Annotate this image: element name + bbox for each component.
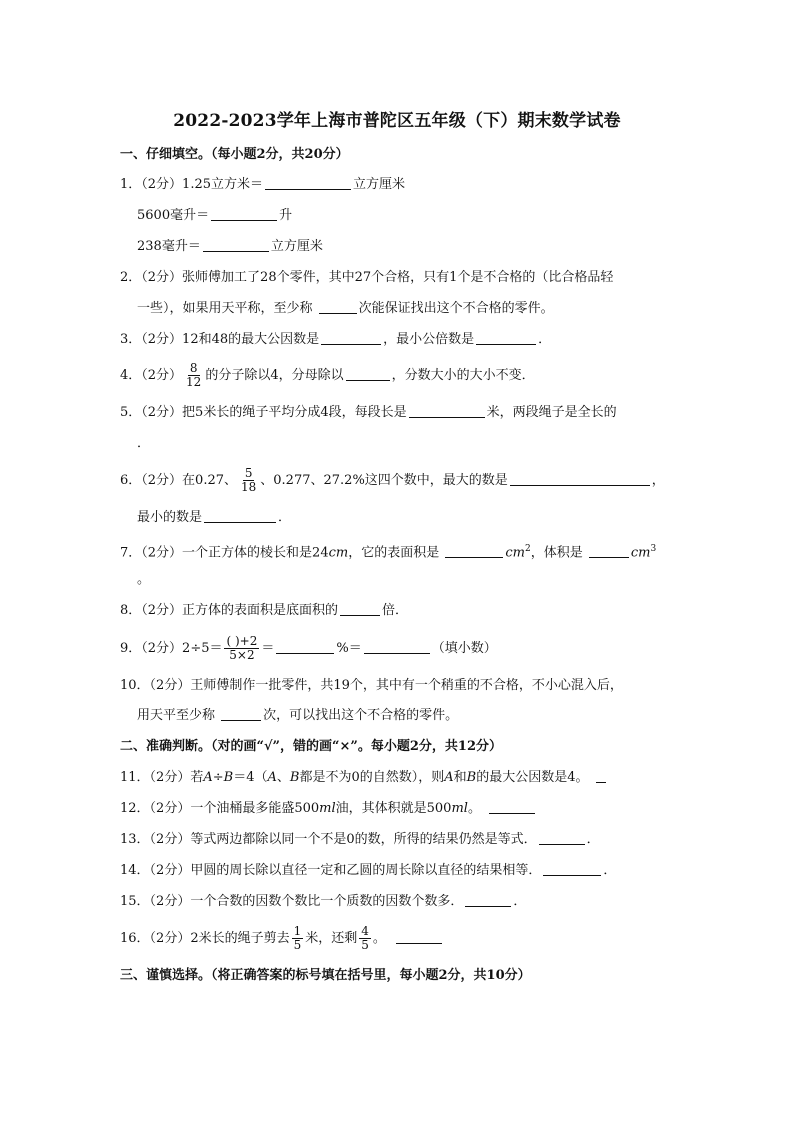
var-b: B [223, 770, 234, 785]
question-6-line2 [137, 508, 291, 528]
q7-text: 7．（2分）一个正方体的棱长和是24 [120, 545, 329, 561]
q15-after: ． [513, 894, 527, 909]
q2-text-after: 次能保证找出这个不合格的零件。 [358, 301, 554, 316]
q16-after: 。 [372, 931, 386, 946]
q5-after: 米，两段绳子是全长的 [486, 405, 617, 420]
q11-text2: ＝4（ [233, 770, 268, 785]
fraction-numerator: 1 [293, 924, 302, 938]
answer-blank [476, 331, 536, 345]
answer-blank [465, 893, 511, 907]
fraction [359, 925, 371, 952]
q9-eq: ＝ [261, 641, 275, 656]
answer-blank [539, 831, 585, 845]
answer-blank [204, 509, 276, 523]
answer-blank [396, 930, 442, 944]
q8-after: 倍． [382, 603, 409, 618]
answer-blank [203, 238, 269, 252]
question-1c [137, 237, 323, 257]
q9-after: （填小数） [431, 641, 497, 656]
question-7 [120, 539, 656, 563]
answer-blank [276, 640, 334, 654]
q11-text4: 都是不为0的自然数），则 [299, 770, 445, 785]
answer-blank [319, 300, 357, 314]
question-5-line2: ． [137, 436, 151, 451]
fraction-denominator: 5×2 [229, 648, 255, 662]
q1b-text: 5600毫升＝ [137, 208, 210, 223]
fraction-denominator: 5 [293, 938, 302, 952]
q4-middle: 的分子除以4，分母除以 [205, 368, 344, 383]
question-1a [120, 175, 405, 195]
q14-text: 14．（2分）甲圆的周长除以直径一定和乙圆的周长除以直径的结果相等． [120, 863, 542, 878]
q3-text: 3．（2分）12和48的最大公因数是 [120, 332, 320, 347]
answer-blank [543, 862, 601, 876]
var-b: B [289, 770, 300, 785]
var-a: A [444, 770, 454, 785]
unit-cm2: cm [505, 545, 525, 561]
q1c-text: 238毫升＝ [137, 239, 201, 254]
q1a-text: 1．（2分）1.25立方米＝ [120, 177, 263, 192]
unit-ml: ml [451, 801, 468, 816]
question-3 [120, 330, 551, 350]
answer-blank [364, 640, 430, 654]
fraction-numerator: ( )+2 [226, 634, 258, 648]
q1c-unit: 立方厘米 [270, 239, 323, 254]
divide-sign: ÷ [212, 770, 224, 785]
fraction-numerator: 8 [189, 361, 198, 375]
q2-text: 一些），如果用天平称，至少称 [137, 301, 317, 316]
q6-line2-text: 最小的数是 [137, 510, 203, 525]
superscript-3: 3 [650, 544, 657, 554]
var-b: B [466, 770, 477, 785]
fraction-numerator: 5 [244, 466, 253, 480]
section-heading-multiple-choice: 三、谨慎选择。（将正确答案的标号填在括号里，每小题2分，共10分） [120, 968, 531, 983]
section-heading-true-false: 二、准确判断。（对的画“√”，错的画“×”。每小题2分，共12分） [120, 739, 502, 754]
unit-cm: cm [328, 545, 349, 561]
answer-blank [321, 331, 381, 345]
q6-line2-after: ． [278, 510, 292, 525]
fraction-denominator: 12 [186, 375, 202, 389]
fraction [224, 635, 259, 662]
q11-text: 11．（2分）若 [120, 770, 204, 785]
q6-middle: 、0.277、27.2%这四个数中，最大的数是 [260, 473, 508, 488]
unit-cm3: cm [630, 545, 651, 561]
question-5 [120, 403, 617, 423]
unit-ml: ml [319, 801, 336, 816]
q14-after: ． [603, 863, 617, 878]
q12-text: 12．（2分）一个油桶最多能盛500 [120, 801, 320, 816]
q13-after: ． [586, 832, 600, 847]
answer-blank [211, 207, 277, 221]
q11-text5: 和 [453, 770, 467, 785]
question-2-line2 [137, 299, 554, 319]
question-15 [120, 892, 526, 912]
q1b-unit: 升 [279, 208, 293, 223]
q9-text: 9．（2分）2÷5＝ [120, 641, 223, 656]
question-7-line2: 。 [137, 572, 151, 587]
answer-blank [346, 367, 390, 381]
answer-blank [445, 544, 503, 558]
q3-after: ． [538, 332, 552, 347]
q6-after: ， [651, 473, 665, 488]
answer-blank [510, 472, 650, 486]
q7-middle2: ，体积是 [530, 545, 587, 561]
var-a: A [267, 770, 277, 785]
answer-blank [589, 544, 629, 558]
q9-pct: %＝ [336, 641, 362, 656]
q8-text: 8．（2分）正方体的表面积是底面积的 [120, 603, 339, 618]
q4-after: ，分数大小的大小不变． [391, 368, 535, 383]
page-title: 2022-2023学年上海市普陀区五年级（下）期末数学试卷 [173, 111, 621, 131]
question-14 [120, 861, 616, 881]
q5-text: 5．（2分）把5米长的绳子平均分成4段，每段长是 [120, 405, 407, 420]
q10-after: 次，可以找出这个不合格的零件。 [263, 708, 459, 723]
q15-text: 15．（2分）一个合数的因数个数比一个质数的因数个数多． [120, 894, 464, 909]
question-9 [120, 634, 497, 664]
question-8 [120, 601, 408, 621]
question-11 [120, 768, 608, 788]
q16-middle: 米，还剩 [305, 931, 358, 946]
answer-blank [340, 602, 380, 616]
question-2-line1: 2．（2分）张师傅加工了28个零件，其中27个合格，只有1个是不合格的（比合格品轻 [120, 270, 614, 285]
question-6 [120, 466, 665, 496]
answer-blank [409, 404, 485, 418]
fraction-denominator: 5 [361, 938, 369, 952]
q11-text6: 的最大公因数是4。 [476, 770, 589, 785]
question-10-line1: 10．（2分）王师傅制作一批零件，共19个，其中有一个稍重的不合格，不小心混入后， [120, 678, 623, 693]
question-1b [137, 206, 292, 226]
superscript-2: 2 [524, 544, 531, 554]
fraction-numerator: 4 [361, 924, 369, 938]
q1a-unit: 立方厘米 [353, 177, 406, 192]
question-16 [120, 924, 444, 954]
fraction [292, 925, 304, 952]
var-a: A [203, 770, 213, 785]
answer-blank [221, 707, 261, 721]
q4-text: 4．（2分） [120, 368, 183, 383]
answer-blank [489, 800, 535, 814]
section-heading-fill-in: 一、仔细填空。（每小题2分，共20分） [120, 147, 349, 162]
q12-text3: 。 [467, 801, 481, 816]
answer-blank [596, 769, 606, 783]
question-4 [120, 362, 535, 390]
question-12 [120, 799, 537, 819]
fraction [184, 362, 203, 389]
q12-text2: 油，其体积就是500 [335, 801, 452, 816]
q13-text: 13．（2分）等式两边都除以同一个不是0的数，所得的结果仍然是等式． [120, 832, 537, 847]
q3-middle: ，最小公倍数是 [383, 332, 475, 347]
fraction [239, 467, 258, 494]
answer-blank [265, 176, 351, 190]
q6-text: 6．（2分）在0.27、 [120, 473, 237, 488]
q16-text: 16．（2分）2米长的绳子剪去 [120, 931, 290, 946]
question-10-line2 [137, 706, 458, 726]
q10-text: 用天平至少称 [137, 708, 220, 723]
q11-text3: 、 [276, 770, 290, 785]
fraction-denominator: 18 [241, 480, 257, 494]
q7-middle: ，它的表面积是 [348, 545, 444, 561]
question-13 [120, 830, 600, 850]
